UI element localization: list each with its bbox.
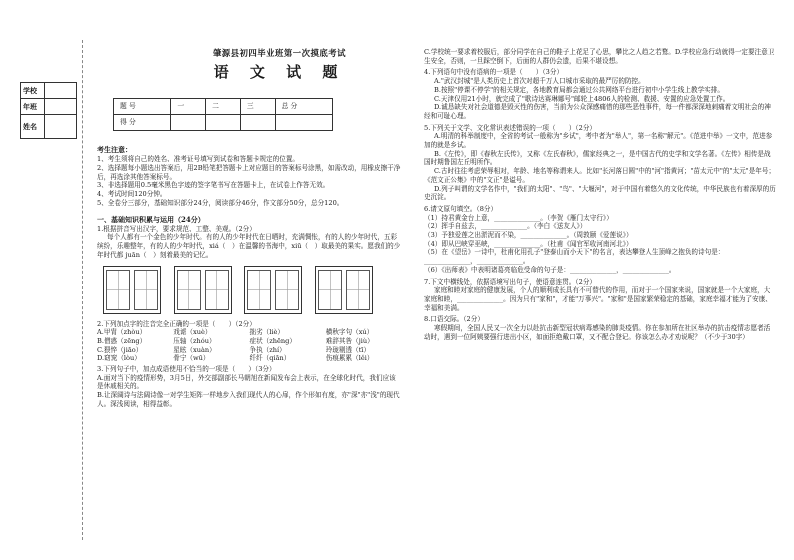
- q1-passage: 每个人都有一个金色的少年时代。有的人的少年时代在日晒时，充满惆怅，有的人的少年时代，五彩缤纷，乐趣整年，有的人的少年时代，xiá（ ）在温馨的书海中，xiū（ ）取最美的果实。愿我们的少年时代都 juān（ ）刻着最美的记忆。: [97, 233, 401, 259]
- note-item: 2、选择题每小题选出答案后，用2B铅笔把答题卡上对应题目的答案标号涂黑，如需改动，用橡皮擦干净后，再选涂其他答案标号。: [97, 163, 401, 181]
- q2-option: 戏谑（xuè）: [173, 328, 212, 337]
- q6-line: （6）《出师表》中表明诸葛亮临危受命的句子是：______________，______________。: [424, 265, 676, 274]
- q3-option-cd: C.学校统一要求着校服后，部分同学在自己的鞋子上花足了心思，攀比之人趋之若鹜。D.学校应急行动就得一定要注意卫生安全，否则，一旦踩空倒下，后面的人群仍会遗，后果不堪设想。: [424, 48, 775, 65]
- q2-option: 症状（zhēng）: [249, 336, 296, 345]
- q5-option-a: A.明清的科举制度中，全省的考试一般称为"乡试"，考中者为"举人"，第一名称"解元"。《范进中举》一文中，范进参加的就是乡试。: [424, 132, 773, 150]
- grid-box-2[interactable]: [174, 266, 232, 314]
- school-title: 肇源县初四毕业班第一次摸底考试: [212, 48, 347, 58]
- q5-option-d: D.列子叫谓的文学名作中，"我们的太阳"、"鸟"、"大堰河"，对于中国有着悠久的文化传统，中华民族也有着深厚的历史沉淀。: [424, 184, 776, 202]
- q6-line: （4）即从巴峡穿巫峡，______________。（杜甫《闻官军收河南河北》）: [424, 239, 633, 248]
- q2-option: B.僧惑（zēng）: [97, 336, 147, 345]
- score-cell[interactable]: [275, 115, 332, 131]
- q2-row-d: [97, 354, 402, 363]
- q6-line: （3）予独爱莲之出淤泥而不染，______________。（周敦颐《爱莲说》）: [424, 231, 633, 240]
- q2-option: 伤痕累累（lěi）: [325, 354, 374, 363]
- q6-line: （5）在《望岳》一诗中，杜甫化用孔子"登泰山而小天下"的名言，表达攀登人生顶峰之抱负的诗句是：______________，______________。: [424, 248, 725, 266]
- score-cell[interactable]: [240, 115, 275, 131]
- writing-grids: [103, 266, 373, 314]
- q4-option-c: C.天津仅用21小时，就完成了"歌诗达赛琳娜号"邮轮上4806人的检测、救援、安置的应急处置工作。: [434, 94, 730, 103]
- side-field-name: 姓名: [21, 115, 45, 139]
- side-field-class: 年班: [21, 99, 45, 115]
- left-column: [97, 48, 402, 83]
- score-header-item: 三: [240, 99, 275, 115]
- grid-box-4[interactable]: [315, 266, 373, 314]
- note-item: 5、全卷分三部分，基础知识部分24分，阅读部分46分，作文部分50分，总分120。: [97, 198, 344, 207]
- score-row-label: 得 分: [114, 115, 171, 131]
- q4-option-d: D.诚恳缺失对社会道德是毁灭性的伤害，当前为公众深感痛惜的那些恶性事件，每一件都深深地刺痛着文明社会的神经和可耻心理。: [424, 103, 771, 120]
- score-cell[interactable]: [171, 115, 206, 131]
- q5-stem: 5.下列关于文学、文化常识表述错误的一项（ ）（2分）: [424, 123, 597, 132]
- q4-option-b: B.按照"停课不停学"的相关规定，各地教育局都会通过公共网络平台进行初中小学生线上教学实排。: [434, 85, 724, 94]
- section-heading: 一、基础知识积累与运用（24分）: [97, 215, 205, 225]
- grid-box-3[interactable]: [244, 266, 302, 314]
- q2-option: 星眩（xuàn）: [173, 345, 216, 354]
- q8-passage: 寒假期间，全国人民又一次全力以赴抗击新型冠状病毒感染的肺炎疫情。你在参加所在社区举办的抗击疫情志愿者活动时，遇到一位阿姨要强行进出小区，如面拒绝戴口罩，又不配合登记。你该怎么办才劝说呢？（不少于30字）: [424, 324, 771, 341]
- q7-passage: 家庭和睦对家庭的健康发展，个人的顺利成长具有不可替代的作用，而对于一个国家来说，国家就是一个大家庭，大家庭和睦，______________。因为只有"家和"，才能"万事兴"。"家和"是国家繁荣稳定的基础，家庭幸福才能为了安康、幸福和美满。: [424, 286, 772, 312]
- q8-stem: 8.口语交际。（2分）: [424, 315, 484, 324]
- q2-option: D.窈窕（lòu）: [97, 354, 141, 363]
- score-table: [113, 98, 333, 131]
- q4-stem: 4.下列语句中没有语病的一项是（ ）（3分）: [424, 68, 564, 77]
- note-item: 3、非选择题用0.5毫米黑色字迹的签字笔书写在答题卡上，在试卷上作答无效。: [97, 181, 330, 190]
- q3-stem: 3.下列句子中，加点成语使用不恰当的一项是（ ）（3分）: [97, 365, 276, 374]
- exam-notes: [97, 145, 402, 409]
- binding-strip: [0, 0, 95, 560]
- grid-box-1[interactable]: [103, 266, 161, 314]
- q6-line: （2）挥手自兹去，______________。（李白《送友人》）: [424, 222, 587, 231]
- q2-option: 玲珑剔透（tī）: [325, 345, 371, 354]
- q5-option-c: C.古时往往考虑荣辱相对，年龄、地名等称谓来人。比如"长河落日圆"中的"河"指黄河；"苗太元中"的"太元"是年号；《范文正公集》中的"文正"是谥号。: [424, 167, 776, 184]
- score-header-item: 二: [206, 99, 241, 115]
- score-header-item: 一: [171, 99, 206, 115]
- q7-stem: 7.下文中横线处，依据语境写出句子，使语意连贯。（2分）: [424, 277, 597, 286]
- class-blank[interactable]: [45, 99, 77, 115]
- q2-option: 压轴（zhóu）: [173, 336, 216, 345]
- q2-option: 拙劣（liè）: [249, 328, 284, 337]
- q2-option: 纤纤（qiān）: [249, 354, 291, 363]
- score-header-item: 总 分: [275, 99, 332, 115]
- student-info-table: [20, 82, 77, 139]
- q2-row-c: [97, 346, 402, 355]
- score-header-item: 题 号: [114, 99, 171, 115]
- school-blank[interactable]: [45, 83, 77, 99]
- q2-stem: 2.下列加点字的注音完全正确的一项是（ ）（2分）: [97, 319, 256, 328]
- note-item: 1、考生须将自己的姓名、准考证号填写到试卷和答题卡规定的位置。: [97, 155, 300, 164]
- side-field-school: 学校: [21, 83, 45, 99]
- q6-stem: 6.请文原句填空。（8分）: [424, 204, 498, 213]
- q4-option-a: A."武汉封城"是人类历史上首次对超千万人口城市采取的最严厉的防控。: [434, 77, 645, 86]
- name-blank[interactable]: [45, 115, 77, 139]
- q2-option: C.猥悴（jiāo）: [97, 345, 143, 354]
- q2-option: 横秋字句（xú）: [325, 328, 374, 337]
- q2-row-b: [97, 337, 402, 346]
- q2-option: A.甲胄（zhòu）: [97, 328, 147, 337]
- q2-option: 争执（zhí）: [249, 345, 286, 354]
- score-cell[interactable]: [206, 115, 241, 131]
- q2-option: 骨宁（wū）: [173, 354, 210, 363]
- q2-row-a: [97, 328, 402, 337]
- q1-stem: 1.根据拼音写出汉字，要求规范、工整、美观。（2分）: [97, 224, 256, 233]
- note-item: 4、考试时间120分钟。: [97, 190, 167, 199]
- right-column: [424, 48, 776, 342]
- q3-option-a: A.面对当下的疫情形势，3月5日，外交部副部长马朝旭在新闻发布会上表示，在全球化时代，我们应该是休戚相关的。: [97, 373, 396, 391]
- q2-option: 难辞其咎（jiù）: [325, 336, 374, 345]
- exam-title: 语 文 试 题: [213, 63, 346, 82]
- notes-heading: 考生注意：: [97, 145, 132, 154]
- q5-option-b: B.《左传》，即《春秋左氏传》，又称《左氏春秋》，儒家经典之一，是中国古代的史学和文学名著。《左传》相传是战国时期鲁国左丘明所作。: [424, 149, 771, 167]
- q3-option-b: B.让深阔诗与法阔诗像一对学生矩阵一样地步入我们现代人的心扉，作个形如有度，亦"深"亦"浅"的现代人。深浅阅读，相得益彰。: [97, 391, 400, 408]
- seal-line: [82, 40, 83, 540]
- q6-line: （1）持君黄金台上意，______________。（李贺《雁门太守行》）: [424, 213, 613, 222]
